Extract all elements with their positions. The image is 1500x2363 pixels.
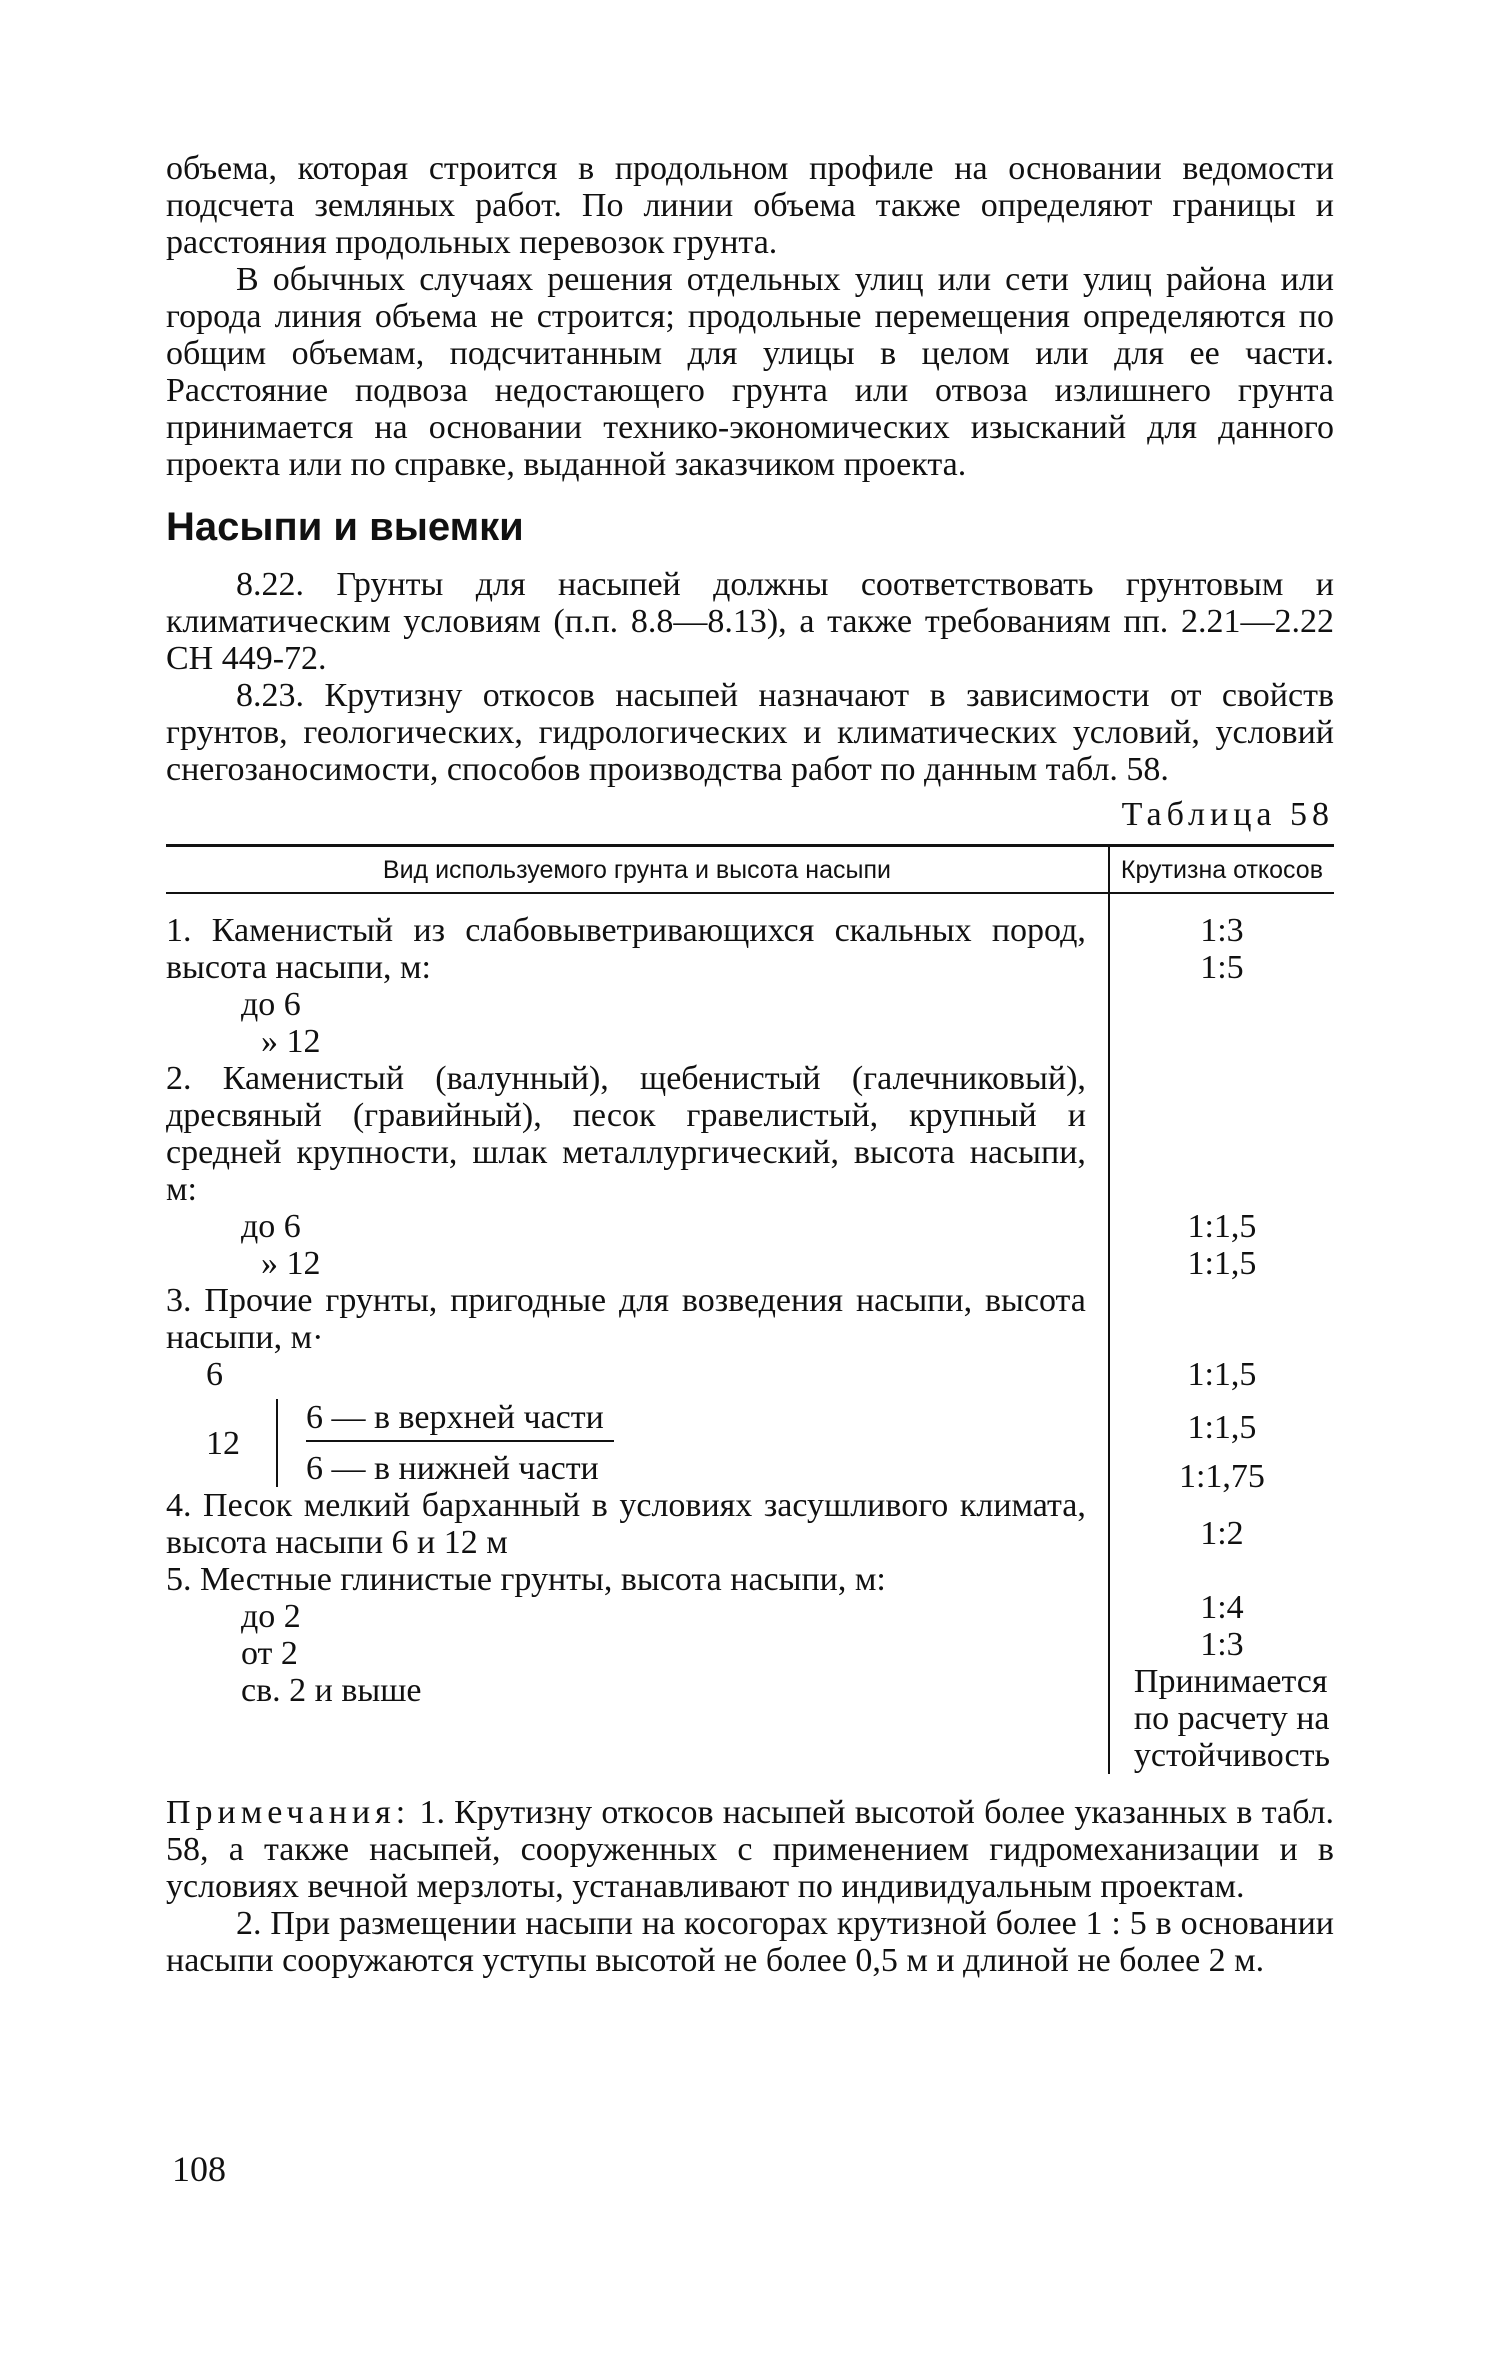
header-slope: Крутизна откосов	[1109, 846, 1334, 894]
paragraph-8-22	[166, 566, 1334, 677]
item-2-sub-1: до 6	[241, 1208, 301, 1245]
item-5-sub-1: до 2	[241, 1598, 301, 1635]
page-number: 108	[172, 2149, 226, 2189]
paragraph-8-23	[166, 677, 1334, 788]
item-4-text: 4. Песок мелкий барханный в условиях засушливого климата, высота насыпи 6 и 12 м	[166, 1487, 1086, 1561]
slope-column	[1109, 893, 1334, 1774]
table-body-row	[166, 893, 1334, 1774]
table-header-row	[166, 846, 1334, 894]
slope-table	[166, 844, 1334, 1774]
table-caption: Таблица 58	[1121, 796, 1334, 833]
item-5-sub-3: св. 2 и выше	[241, 1672, 422, 1709]
item-1-value-2: 1:5	[1200, 949, 1244, 986]
item-3-value-1: 1:1,5	[1187, 1356, 1257, 1393]
note-2: 2. При размещении насыпи на косогорах крутизной более 1 : 5 в основании насыпи сооружаются уступы высотой не более 0,5 м и длиной не более 2 м.	[166, 1905, 1334, 1979]
item-2-value-1: 1:1,5	[1187, 1208, 1257, 1245]
note-1	[166, 1794, 1334, 1905]
item-1-sub-2: » 12	[261, 1023, 321, 1060]
section-heading: Насыпи и выемки	[166, 505, 524, 549]
notes-label: Примечания:	[166, 1794, 411, 1831]
item-5-value-3: Принимается по расчету на устойчивость	[1133, 1663, 1331, 1774]
item-2-sub-2: » 12	[261, 1245, 321, 1282]
item-2-text: 2. Каменистый (валунный), щебенистый (галечниковый), дресвяный (гравийный), песок гравелистый, крупный и средней крупности, шлак металлургический, высота насыпи, м:	[166, 1060, 1086, 1208]
soil-column	[166, 893, 1109, 1774]
item-5-value-2: 1:3	[1200, 1626, 1244, 1663]
paragraph-8-23-number: 8.23.	[236, 677, 304, 714]
note-1-text: 1. Крутизну откосов насыпей высотой более указанных в табл. 58, а также насыпей, сооруженных с применением гидромеханизации и в условиях вечной мерзлоты, устанавливают по индивидуальным проектам.	[166, 1794, 1335, 1905]
item-5-text: 5. Местные глинистые грунты, высота насыпи, м:	[166, 1561, 886, 1598]
body-paragraph-2: В обычных случаях решения отдельных улиц или сети улиц района или города линия объема не строится; продольные перемещения определяются по общим объемам, подсчитанным для улицы в целом или для ее части. Расстояние подвоза недостающего грунта или отвоза излишнего грунта принимается на основании технико-экономических изысканий для данного проекта или по справке, выданной заказчиком проекта.	[166, 261, 1334, 483]
item-3-value-2: 1:1,5	[1187, 1409, 1257, 1446]
item-3-height-12: 12	[206, 1424, 240, 1462]
paragraph-8-23-text: Крутизну откосов насыпей назначают в зависимости от свойств грунтов, геологических, гидрологических и климатических условий, условий снегозаносимости, способов производства работ по данным табл. 58.	[166, 677, 1335, 788]
item-5-sub-2: от 2	[241, 1635, 298, 1672]
item-2-value-2: 1:1,5	[1187, 1245, 1257, 1282]
item-4-value: 1:2	[1200, 1515, 1244, 1552]
item-3-split	[166, 1399, 1086, 1487]
paragraph-8-22-text: Грунты для насыпей должны соответствовать грунтовым и климатическим условиям (п.п. 8.8—8.13), а также требованиям пп. 2.21—2.22 СН 449-72.	[166, 566, 1334, 677]
item-1-value-1: 1:3	[1200, 912, 1244, 949]
notes	[166, 1794, 1334, 1979]
item-3-value-3: 1:1,75	[1178, 1458, 1265, 1495]
paragraph-8-22-number: 8.22.	[236, 566, 304, 603]
item-5-value-1: 1:4	[1200, 1589, 1244, 1626]
body-paragraph-1: объема, которая строится в продольном профиле на основании ведомости подсчета земляных работ. По линии объема также определяют границы и расстояния продольных перевозок грунта.	[166, 150, 1334, 261]
item-1-text: 1. Каменистый из слабовыветривающихся скальных пород, высота насыпи, м:	[166, 912, 1086, 986]
item-1-sub-1: до 6	[241, 986, 301, 1023]
item-3-upper-part: 6 — в верхней части	[306, 1399, 614, 1442]
item-3-parts	[276, 1399, 614, 1487]
item-3-lower-part: 6 — в нижней части	[306, 1450, 599, 1487]
item-3-sub-1: 6	[206, 1356, 223, 1393]
item-3-text: 3. Прочие грунты, пригодные для возведения насыпи, высота насыпи, м·	[166, 1282, 1086, 1356]
page-content	[166, 150, 1334, 1979]
header-soil-type: Вид используемого грунта и высота насыпи	[166, 846, 1109, 894]
